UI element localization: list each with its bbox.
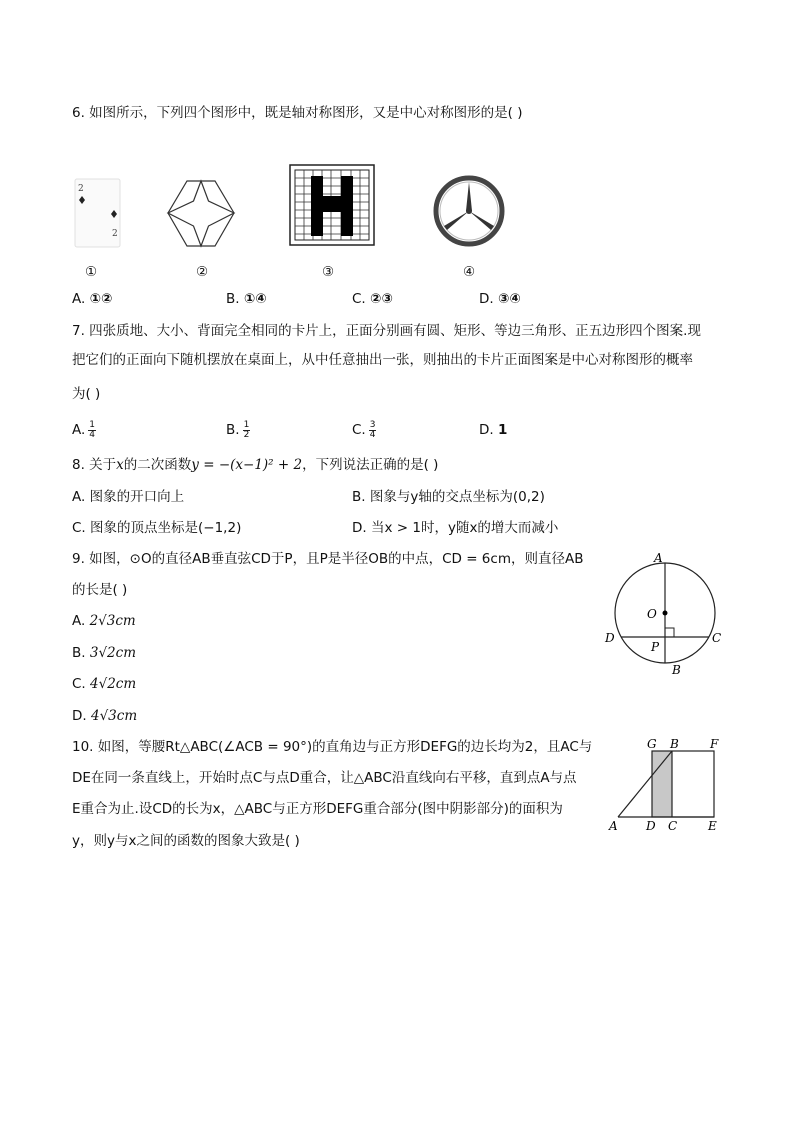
q8-option-c[interactable]: C. 图象的顶点坐标是(−1,2)	[72, 520, 242, 536]
q6-option-b[interactable]: B. ①④	[226, 291, 267, 307]
q7-option-c[interactable]: C. $\frac{3}{4}$	[352, 419, 376, 440]
q9-stem-line-2: 的长是( )	[72, 582, 128, 598]
q6-figure-grid-h	[289, 164, 375, 246]
q10-label-f: F	[710, 737, 719, 751]
q8-option-a[interactable]: A. 图象的开口向上	[72, 489, 185, 505]
q8-stem: 8. 关于x的二次函数y = −(x−1)² + 2，下列说法正确的是( )	[72, 457, 439, 473]
q6-fig-label-1: ①	[85, 264, 98, 280]
q10-stem-line-1: 10. 如图，等腰Rt△ABC(∠ACB = 90°)的直角边与正方形DEFG的边长均为2，且AC与	[72, 739, 593, 755]
q9-label-c: C	[712, 631, 722, 645]
q8-option-d[interactable]: D. 当x > 1时，y随x的增大而减小	[352, 520, 559, 536]
q7-option-a[interactable]: A. $\frac{1}{4}$	[72, 419, 96, 440]
q10-label-b: B	[670, 737, 679, 751]
q10-label-e: E	[708, 819, 717, 833]
q6-option-a[interactable]: A. ①②	[72, 291, 113, 307]
q9-label-p: P	[651, 640, 660, 654]
q9-option-c[interactable]: C. 4√2cm	[72, 676, 137, 692]
q9-label-o: O	[647, 607, 657, 621]
q10-stem-line-4: y，则y与x之间的函数的图象大致是( )	[72, 833, 300, 849]
q6-fig-label-4: ④	[463, 264, 476, 280]
q9-stem-line-1: 9. 如图，⊙O的直径AB垂直弦CD于P，且P是半径OB的中点，CD = 6cm，则直径AB	[72, 551, 584, 567]
q9-label-d: D	[605, 631, 615, 645]
q7-option-d[interactable]: D. 1	[479, 422, 508, 438]
q10-label-c: C	[668, 819, 678, 833]
q6-fig-label-2: ②	[196, 264, 209, 280]
q6-fig-label-3: ③	[322, 264, 335, 280]
q6-figure-hexagon-star	[164, 178, 238, 250]
q8-option-b[interactable]: B. 图象与y轴的交点坐标为(0,2)	[352, 489, 545, 505]
q9-circle-figure	[600, 550, 730, 680]
q10-stem-line-2: DE在同一条直线上，开始时点C与点D重合，让△ABC沿直线向右平移，直到点A与点	[72, 770, 577, 786]
q10-stem-line-3: E重合为止.设CD的长为x，△ABC与正方形DEFG重合部分(图中阴影部分)的面积为	[72, 801, 563, 817]
q7-stem-line-1: 7. 四张质地、大小、背面完全相同的卡片上，正面分别画有圆、矩形、等边三角形、正五边形四个图案.现	[72, 323, 701, 339]
q9-option-d[interactable]: D. 4√3cm	[72, 708, 138, 724]
card-rank-top: 2	[78, 184, 84, 194]
q7-stem-line-3: 为( )	[72, 386, 101, 402]
q9-option-b[interactable]: B. 3√2cm	[72, 645, 137, 661]
q6-stem: 6. 如图所示，下列四个图形中，既是轴对称图形，又是中心对称图形的是( )	[72, 105, 523, 121]
q10-triangle-square-figure	[604, 733, 730, 833]
q10-label-d: D	[646, 819, 656, 833]
q9-option-a[interactable]: A. 2√3cm	[72, 613, 136, 629]
q7-stem-line-2: 把它们的正面向下随机摆放在桌面上，从中任意抽出一张，则抽出的卡片正面图案是中心对称图形的概率	[72, 352, 693, 368]
q6-figure-tristar-circle	[432, 174, 506, 248]
q10-label-a: A	[609, 819, 618, 833]
q6-figure-card	[74, 178, 122, 250]
q9-label-b: B	[672, 663, 681, 677]
q9-label-a: A	[654, 551, 663, 565]
q7-option-b[interactable]: B. $\frac{1}{2}$	[226, 419, 250, 440]
q10-label-g: G	[647, 737, 657, 751]
q6-option-c[interactable]: C. ②③	[352, 291, 393, 307]
q6-option-d[interactable]: D. ③④	[479, 291, 521, 307]
card-rank-bottom: 2	[112, 229, 118, 239]
